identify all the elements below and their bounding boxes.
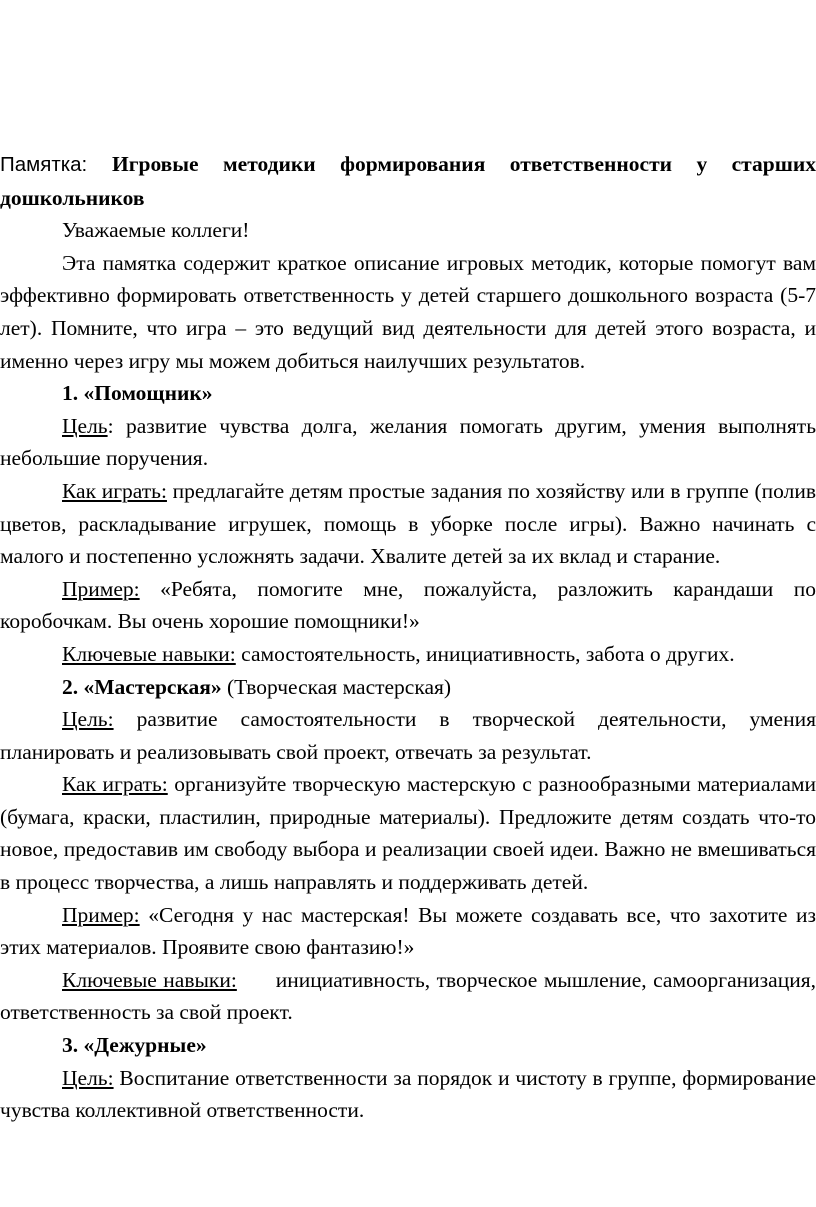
method-3-goal: [0, 1062, 816, 1127]
document-page: [0, 148, 816, 1127]
method-2-how-text: организуйте творческую мастерскую с разнообразными материалами (бумага, краски, пластилин, природные материалы). Предложите детям создать что-то новое, предоставив им свободу выбора и реализации своей идеи. Важно не вмешиваться в процесс творчества, а лишь направлять и поддерживать детей.: [0, 772, 816, 895]
method-1-title: 1. «Помощник»: [62, 381, 213, 406]
method-1-how-text: предлагайте детям простые задания по хозяйству или в группе (полив цветов, раскладывание игрушек, помощь в уборке после игры). Важно начинать с малого и постепенно усложнять задачи. Хвалите детей за их вклад и старание.: [0, 478, 816, 569]
method-1-example-text: «Ребята, помогите мне, пожалуйста, разложить карандаши по коробочкам. Вы очень хорошие помощники!»: [0, 576, 816, 634]
method-1-heading: [0, 377, 816, 410]
method-3-goal-text: Воспитание ответственности за порядок и чистоту в группе, формирование чувства коллективной ответственности.: [0, 1065, 816, 1123]
method-2-example: [0, 899, 816, 964]
method-1-example: [0, 573, 816, 638]
intro-paragraph: Эта памятка содержит краткое описание игровых методик, которые помогут вам эффективно формировать ответственность у детей старшего дошкольного возраста (5-7 лет). Помните, что игра – это ведущий вид деятельности для детей этого возраста, и именно через игру мы можем добиться наилучших результатов.: [0, 250, 816, 373]
method-2-subtitle: (Творческая мастерская): [221, 674, 452, 699]
method-1-skills-text: самостоятельность, инициативность, забота о других.: [235, 641, 735, 666]
method-2-skills-text: инициативность, творческое мышление, самоорганизация, ответственность за свой проект.: [0, 967, 816, 1025]
title-prefix: Памятка:: [0, 153, 112, 176]
method-1-goal-sep: :: [107, 413, 114, 438]
document-title: [0, 148, 816, 214]
method-2-example-label: Пример:: [62, 902, 140, 927]
method-1-how-label: Как играть:: [62, 478, 167, 503]
method-3-goal-label: Цель:: [62, 1065, 114, 1090]
method-1-skills-label: Ключевые навыки:: [62, 641, 236, 666]
method-2-goal-text: развитие самостоятельности в творческой деятельности, умения планировать и реализовывать свой проект, отвечать за результат.: [0, 707, 816, 764]
method-2-heading: [0, 671, 816, 704]
method-2-example-text: «Сегодня у нас мастерская! Вы можете создавать все, что захотите из этих материалов. Проявите свою фантазию!»: [0, 902, 816, 960]
method-1-goal-text: развитие чувства долга, желания помогать другим, умения выполнять небольшие поручения.: [0, 413, 816, 471]
method-3-heading: [0, 1029, 816, 1062]
method-2-skills-label: Ключевые навыки:: [62, 967, 237, 992]
method-1-skills: [0, 638, 816, 671]
method-2-goal: [0, 703, 816, 768]
method-1-goal-label: Цель: [62, 413, 108, 438]
method-1-how: [0, 475, 816, 573]
method-1-example-label: Пример:: [62, 576, 140, 601]
method-2-title: 2. «Мастерская»: [62, 674, 222, 699]
method-2-how: [0, 768, 816, 898]
method-2-goal-label: Цель:: [62, 707, 114, 732]
method-2-how-label: Как играть:: [62, 772, 168, 797]
method-2-skills: [0, 964, 816, 1029]
method-3-title: 3. «Дежурные»: [62, 1033, 207, 1058]
method-1-goal: [0, 410, 816, 475]
title-text: Игровые методики формирования ответственности у старших дошкольников: [0, 152, 816, 210]
greeting: Уважаемые коллеги!: [62, 218, 250, 243]
